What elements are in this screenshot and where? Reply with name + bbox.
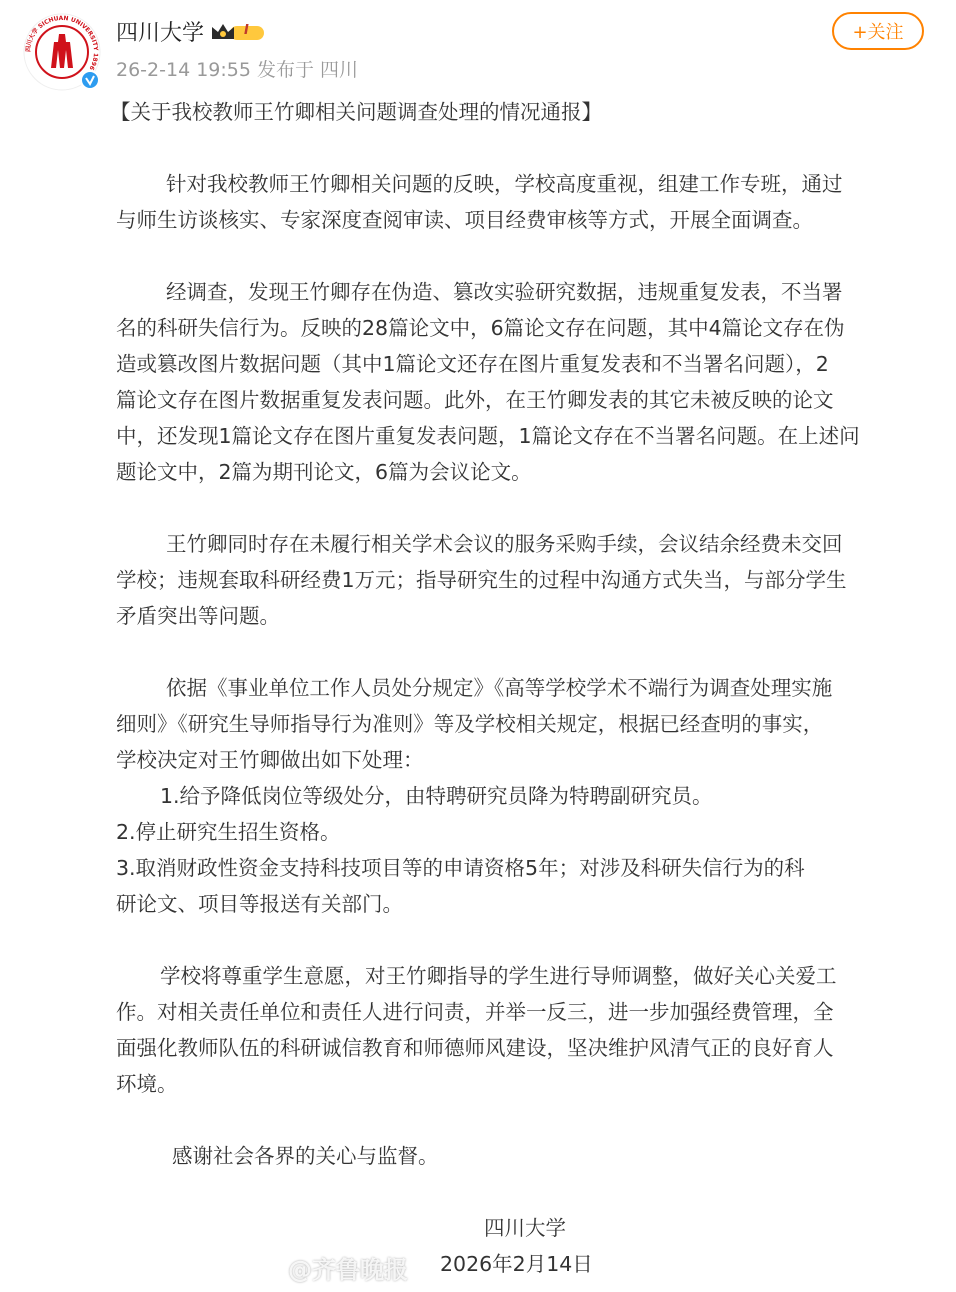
- paragraph-line: 细则》《研究生导师指导行为准则》等及学校相关规定，根据已经查明的事实，: [116, 712, 824, 736]
- paragraph-gap: [116, 490, 936, 526]
- paragraph-line: 作。对相关责任单位和责任人进行问责，并举一反三，进一步加强经费管理，全: [116, 1000, 834, 1024]
- paragraph-line: 3.取消财政性资金支持科技项目等的申请资格5年；对涉及科研失信行为的科: [116, 856, 805, 880]
- paragraph-line: 环境。: [116, 1072, 178, 1096]
- post-date: 2026年2月14日: [440, 1252, 593, 1276]
- paragraph-gap: [116, 238, 936, 274]
- post-title: 【关于我校教师王竹卿相关问题调查处理的情况通报】: [110, 100, 602, 124]
- account-name[interactable]: 四川大学: [116, 21, 205, 46]
- crown-icon: [210, 21, 268, 43]
- paragraph-line: 学校决定对王竹卿做出如下处理：: [116, 748, 424, 772]
- paragraph-line: 研论文、项目等报送有关部门。: [116, 892, 403, 916]
- logo-text-path: 四川大学 SICHUAN UNIVERSITY 1896: [24, 14, 100, 72]
- watermark-text: @齐鲁晚报: [288, 1256, 408, 1284]
- paragraph-line: 针对我校教师王竹卿相关问题的反映，学校高度重视，组建工作专班，通过: [166, 172, 843, 196]
- paragraph-line: 造或篡改图片数据问题（其中1篇论文还存在图片重复发表和不当署名问题），2: [116, 352, 829, 376]
- paragraph-line: 矛盾突出等问题。: [116, 604, 280, 628]
- paragraph-gap: [116, 634, 936, 670]
- paragraph-line: 学校；违规套取科研经费1万元；指导研究生的过程中沟通方式失当，与部分学生: [116, 568, 847, 592]
- paragraph-line: 经调查，发现王竹卿存在伪造、篡改实验研究数据，违规重复发表，不当署: [166, 280, 843, 304]
- signature: 四川大学: [484, 1216, 566, 1240]
- paragraph-line: 名的科研失信行为。反映的28篇论文中，6篇论文存在问题，其中4篇论文存在伪: [116, 316, 845, 340]
- paragraph-line: 学校将尊重学生意愿，对王竹卿指导的学生进行导师调整，做好关心关爱工: [160, 964, 837, 988]
- paragraph-line: 感谢社会各界的关心与监督。: [172, 1144, 439, 1168]
- verified-icon: [80, 70, 100, 90]
- paragraph-line: 2.停止研究生招生资格。: [116, 820, 341, 844]
- avatar[interactable]: [22, 12, 102, 92]
- post-meta: [116, 55, 358, 82]
- weibo-logo-icon: [250, 1254, 284, 1282]
- watermark: [250, 1250, 408, 1285]
- vip-badge[interactable]: [210, 21, 268, 43]
- paragraph-line: 中，还发现1篇论文存在图片重复发表问题，1篇论文存在不当署名问题。在上述问: [116, 424, 860, 448]
- paragraph-gap: [116, 130, 936, 166]
- paragraph-gap: [116, 1102, 936, 1138]
- paragraph-line: 王竹卿同时存在未履行相关学术会议的服务采购手续，会议结余经费未交回: [166, 532, 843, 556]
- paragraph-line: 题论文中，2篇为期刊论文，6篇为会议论文。: [116, 460, 532, 484]
- paragraph-line: 与师生访谈核实、专家深度查阅审读、项目经费审核等方式，开展全面调查。: [116, 208, 813, 232]
- paragraph-gap: [116, 922, 936, 958]
- paragraph-line: 面强化教师队伍的科研诚信教育和师德师风建设，坚决维护风清气正的良好育人: [116, 1036, 834, 1060]
- paragraph-line: 依据《事业单位工作人员处分规定》《高等学校学术不端行为调查处理实施: [166, 676, 833, 700]
- paragraph-line: 篇论文存在图片数据重复发表问题。此外，在王竹卿发表的其它未被反映的论文: [116, 388, 834, 412]
- timestamp: 26-2-14 19:55: [116, 59, 251, 81]
- post-body: [110, 94, 936, 1282]
- account-name-row: [116, 16, 268, 47]
- paragraph-line: 1.给予降低岗位等级处分，由特聘研究员降为特聘副研究员。: [160, 784, 713, 808]
- location: 发布于 四川: [257, 59, 359, 81]
- paragraph-gap: [116, 1174, 936, 1210]
- level-badge: I: [244, 22, 249, 38]
- follow-button[interactable]: +关注: [832, 12, 924, 50]
